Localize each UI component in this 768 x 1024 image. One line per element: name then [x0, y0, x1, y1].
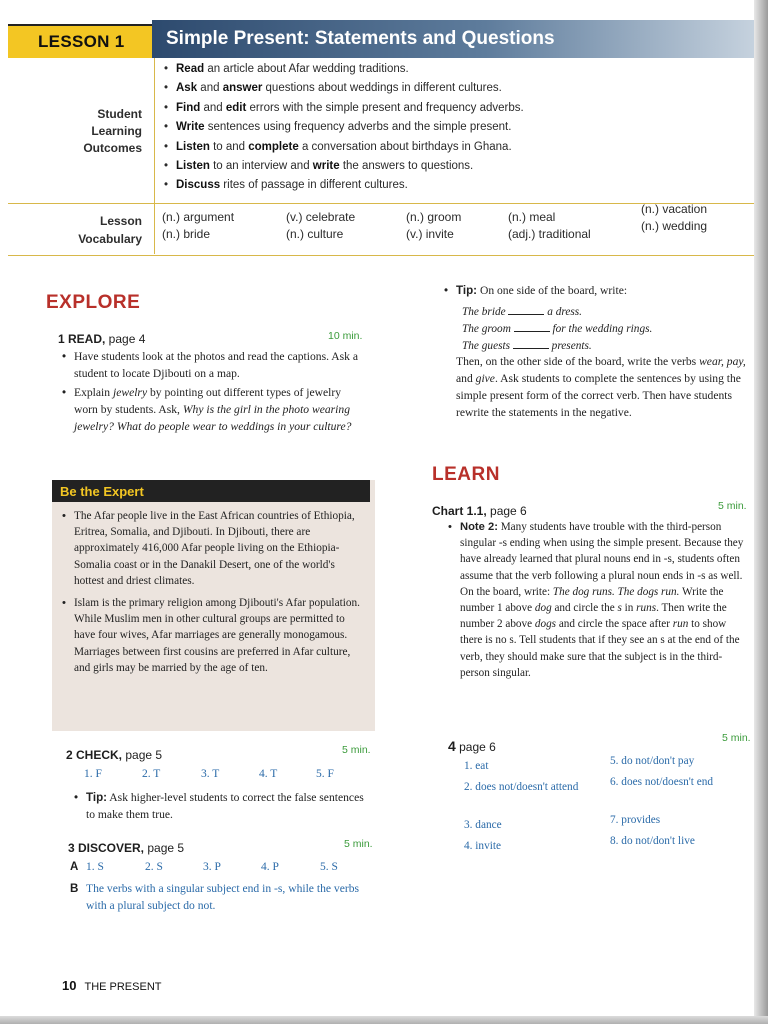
board-tip-followup: Then, on the other side of the board, write the verbs wear, pay, and give. Ask students to complete the sentences by using the simple present form of the correct verb. Then have students rewrite the statements in the negative.: [456, 355, 746, 419]
expert-heading: Be the Expert: [60, 483, 144, 499]
check-time: 5 min.: [342, 744, 371, 756]
vocab-column: (v.) celebrate (n.) culture: [286, 210, 356, 241]
read-bullets: [62, 348, 362, 435]
exercise4-answers-right: 5. do not/don't pay 6. does not/doesn't end 7. provides 8. do not/don't live: [610, 755, 714, 847]
page-binding-edge: [754, 0, 768, 1024]
check-activity-title: 2 CHECK, page 5: [66, 748, 163, 762]
read-bullet: • Have students look at the photos and read the captions. Ask a student to locate Djibouti on a map.: [62, 348, 362, 382]
board-line: The groom for the wedding rings.: [462, 323, 653, 335]
page-bottom-edge: [0, 1016, 768, 1024]
outcome-item: • Listen to an interview and write the answers to questions.: [164, 157, 744, 176]
learn-heading: LEARN: [432, 464, 500, 485]
read-bullet: • Explain jewelry by pointing out different types of jewelry worn by students. Ask, Why is the girl in the photo wearing jewelry? What do people wear to weddings in your culture?: [62, 384, 362, 435]
outcome-item: • Ask and answer questions about weddings in different cultures.: [164, 79, 744, 98]
exercise4-answers-left: 1. eat 2. does not/doesn't attend 3. dance 4. invite: [464, 760, 579, 852]
outcome-item: • Find and edit errors with the simple present and frequency adverbs.: [164, 99, 744, 118]
header-divider-vertical: [154, 58, 155, 254]
outcome-item: • Listen to and complete a conversation about birthdays in Ghana.: [164, 138, 744, 157]
read-activity-title: 1 READ, page 4: [58, 332, 146, 346]
outcome-item: • Read an article about Afar wedding traditions.: [164, 60, 744, 79]
vocab-column: (n.) argument (n.) bride: [162, 210, 235, 241]
vocab-column: (n.) vacation (n.) wedding: [641, 202, 708, 233]
expert-heading-bar: [52, 480, 370, 502]
vocabulary-label: Lesson Vocabulary: [78, 214, 142, 246]
board-sentences: [462, 304, 652, 355]
outcome-item: • Discuss rites of passage in different cultures.: [164, 176, 744, 195]
outcomes-label: Student Learning Outcomes: [83, 107, 142, 155]
discover-answers-a: A 1. S 2. S 3. P 4. P 5. S: [70, 861, 338, 873]
exercise4-title: 4 page 6: [448, 738, 496, 754]
discover-time: 5 min.: [344, 838, 373, 850]
explore-heading: EXPLORE: [46, 292, 141, 313]
exercise4-time: 5 min.: [722, 732, 751, 744]
chart-activity-title: Chart 1.1, page 6: [432, 504, 527, 518]
vocab-column: (n.) groom (v.) invite: [406, 210, 462, 241]
chart-note: • Note 2: Many students have trouble with the third-person singular -s ending when using the simple present. Because they have already learned that plural nouns end in -s, students often assume that the verb following a plural noun ends in -s as well. On the board, write: The dog runs. The dogs run. Write the number 1 above dog and circle the s in runs. Then write the number 2 above dogs and circle the space after run to show there is no s. Tell students that if they see an s at the end of the verb, they should make sure that the subject is in the third-person singular.: [448, 519, 748, 681]
lesson-number-tab: [8, 24, 152, 58]
header-bottom-rule: [8, 255, 758, 256]
page-footer: [62, 978, 161, 993]
board-line: The guests presents.: [462, 340, 592, 352]
discover-part-b: B The verbs with a singular subject end in -s, while the verbs with a plural subject do not.: [70, 882, 360, 912]
lesson-label: LESSON 1: [38, 32, 125, 51]
lesson-title-bar: [152, 20, 758, 58]
vocab-column: (n.) meal (adj.) traditional: [508, 210, 591, 241]
chart-time: 5 min.: [718, 500, 747, 512]
board-line: The bride a dress.: [462, 306, 583, 318]
expert-bullets: [62, 508, 362, 676]
footer-section: THE PRESENT: [84, 981, 162, 993]
check-answers: 1. F 2. T 3. T 4. T 5. F: [84, 768, 334, 780]
lesson-title: Simple Present: Statements and Questions: [166, 28, 555, 49]
page-number: 10: [62, 978, 77, 993]
outcomes-list: [164, 60, 744, 196]
expert-bullet: • The Afar people live in the East African countries of Ethiopia, Eritrea, Somalia, and Djibouti. In Djibouti, there are approximately 416,000 Afar people living on the Ethiopia-Somalia coast or in the Danakil Desert, one of the world's hottest and driest climates.: [62, 508, 362, 589]
check-tip: • Tip: Ask higher-level students to correct the false sentences to make them true.: [74, 789, 374, 823]
board-tip: • Tip: On one side of the board, write:: [444, 282, 754, 299]
read-time: 10 min.: [328, 330, 363, 342]
discover-activity-title: 3 DISCOVER, page 5: [68, 841, 185, 855]
outcome-item: • Write sentences using frequency adverbs and the simple present.: [164, 118, 744, 137]
expert-bullet: • Islam is the primary religion among Djibouti's Afar population. While Muslim men in other cultural groups are permitted to have four wives, Afar marriages are generally monogamous. Marriages between first cousins are preferred in Afar culture, and girls may be married by the age of ten.: [62, 595, 362, 676]
